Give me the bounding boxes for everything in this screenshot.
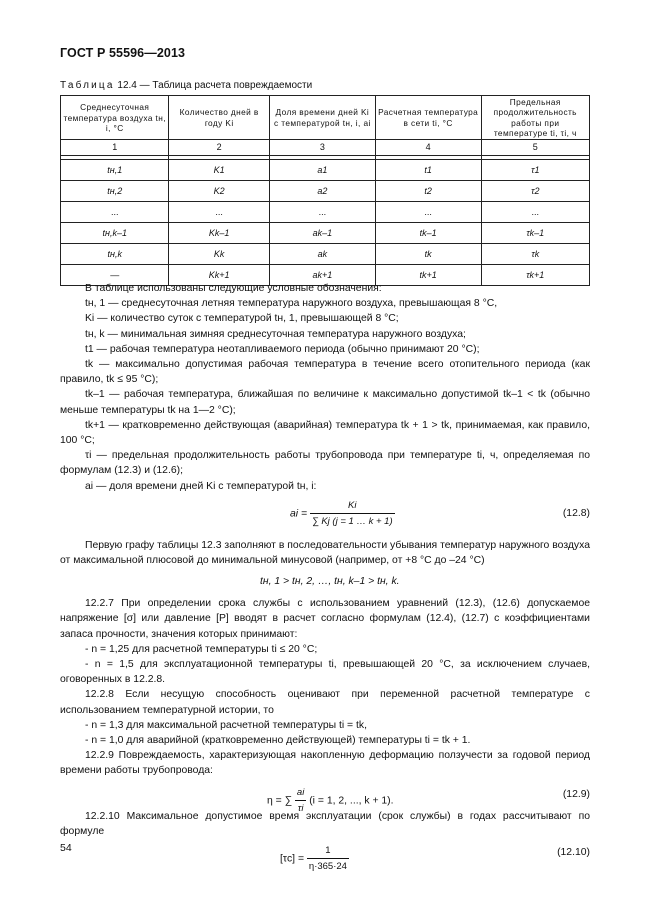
fraction — [307, 843, 349, 874]
column-number: 2 — [169, 140, 270, 156]
formula-number: (12.8) — [562, 507, 590, 519]
table-cell: ... — [61, 202, 169, 223]
page-number: 54 — [60, 842, 72, 854]
column-number: 1 — [61, 140, 169, 156]
table-cell: ... — [481, 202, 589, 223]
table-caption-word: Таблица — [60, 80, 115, 91]
fraction-denominator: η·365·24 — [308, 861, 347, 873]
paragraph: - n = 1,0 для аварийной (кратковременно действующей) температуры ti = tk + 1. — [85, 735, 471, 747]
table-cell: a2 — [269, 181, 375, 202]
fraction-denominator: τi — [297, 802, 304, 814]
table-cell: Kk–1 — [169, 223, 270, 244]
table-cell: Kk+1 — [169, 265, 270, 286]
header-cell: Среднесуточная температура воздуха tн, i, °С — [61, 96, 169, 140]
table-cell: t1 — [375, 160, 481, 181]
formula-lhs: ai = — [290, 508, 308, 520]
header-cell: Количество дней в году Ki — [169, 96, 270, 140]
paragraph: 12.2.10 Максимальное допустимое время эксплуатации (срок службы) в годах рассчитывают по формуле — [60, 810, 590, 837]
legend-item: ai — доля времени дней Ki с температурой tн, i: — [85, 480, 317, 492]
table-cell: ak+1 — [269, 265, 375, 286]
table-row — [61, 223, 590, 244]
table-cell: τk–1 — [481, 223, 589, 244]
header-cell: Доля времени дней Ki с температурой tн, i, ai — [269, 96, 375, 140]
fraction — [310, 498, 395, 529]
table-row — [61, 160, 590, 181]
table-cell: τk+1 — [481, 265, 589, 286]
table-cell: tk+1 — [375, 265, 481, 286]
header-cell: Расчетная температура в сети ti, °С — [375, 96, 481, 140]
table-cell: Kk — [169, 244, 270, 265]
table-cell: K2 — [169, 181, 270, 202]
table-cell: τk — [481, 244, 589, 265]
legend-item: τi — предельная продолжительность работы трубопровода при температуре ti, ч, определяемая по формулам (12.3) и (12.6); — [60, 450, 590, 477]
column-number: 3 — [269, 140, 375, 156]
formula-12-10 — [60, 839, 590, 873]
body-text — [60, 281, 590, 873]
table-row — [61, 181, 590, 202]
table-caption-text: 12.4 — Таблица расчета повреждаемости — [117, 80, 313, 91]
paragraph: - n = 1,25 для расчетной температуры ti ≤ 20 °С; — [85, 643, 318, 655]
column-number: 4 — [375, 140, 481, 156]
formula-body — [290, 498, 395, 529]
table-cell: tk — [375, 244, 481, 265]
table-cell: tн,k–1 — [61, 223, 169, 244]
column-number: 5 — [481, 140, 589, 156]
paragraph: - n = 1,5 для эксплуатационной температуры ti, превышающей 20 °С, за исключением случаев, оговоренных в 12.2.8. — [60, 659, 590, 686]
table-row — [61, 244, 590, 265]
table-cell: ... — [269, 202, 375, 223]
formula-12-8 — [60, 494, 590, 538]
table-header-row — [61, 96, 590, 140]
table-cell: K1 — [169, 160, 270, 181]
table-cell: tн,k — [61, 244, 169, 265]
table-row — [61, 202, 590, 223]
table-cell: tk–1 — [375, 223, 481, 244]
table-cell: ... — [169, 202, 270, 223]
document-header: ГОСТ Р 55596—2013 — [60, 46, 186, 60]
legend-item: tk–1 — рабочая температура, ближайшая по величине к максимально допустимой tk–1 < tk (обычно меньше температуры tk на 1—2 °С); — [60, 389, 590, 416]
formula-12-9 — [60, 779, 590, 814]
formula-lhs: [τс] = — [280, 853, 305, 865]
formula-body — [267, 785, 394, 816]
fraction-denominator: ∑ Kj (j = 1 … k + 1) — [311, 516, 393, 528]
fraction — [295, 785, 306, 816]
table-cell: tн,2 — [61, 181, 169, 202]
legend-item: tн, 1 — среднесуточная летняя температура наружного воздуха, превышающая 8 °С, — [85, 298, 498, 310]
legend-item: tk+1 — кратковременно действующая (аварийная) температура tk + 1 > tk, принимаемая, как правило, 100 °С; — [60, 419, 590, 447]
table-caption — [60, 80, 312, 91]
fraction-numerator: Ki — [310, 498, 395, 514]
formula-body: tн, 1 > tн, 2, …, tн, k–1 > tн, k. — [260, 576, 400, 588]
table-cell: τ2 — [481, 181, 589, 202]
paragraph: - n = 1,3 для максимальной расчетной температуры ti = tk, — [85, 719, 367, 731]
table-cell: ak–1 — [269, 223, 375, 244]
formula-lhs: η = ∑ — [267, 795, 293, 807]
paragraph: 12.2.8 Если несущую способность оценивают при переменной расчетной температуре с использованием температурной истории, то — [60, 689, 590, 716]
damage-table — [60, 95, 590, 286]
formula-number: (12.9) — [562, 788, 590, 800]
legend-item: Ki — количество суток с температурой tн, 1, превышающей 8 °С; — [85, 313, 399, 325]
paragraph: 12.2.7 При определении срока службы с использованием уравнений (12.3), (12.6) допускаемое напряжение [σ] или давление [P] вводят в расчет согласно формулам (12.4), (12.7) с коэффициентами запаса прочности, значения которых принимают: — [60, 598, 590, 640]
formula-rest: (i = 1, 2, ..., k + 1). — [309, 795, 394, 807]
paragraph: Первую графу таблицы 12.3 заполняют в последовательности убывания температур наружного воздуха от максимальной плюсовой до минимальной минусовой (например, от +8 °С до –24 °С) — [60, 539, 590, 567]
legend-item: t1 — рабочая температура неотапливаемого периода (обычно принимают 20 °С); — [85, 343, 480, 355]
formula-body — [280, 843, 349, 874]
formula-inequality — [60, 568, 590, 596]
fraction-numerator: ai — [295, 785, 306, 801]
legend-item: tн, k — минимальная зимняя среднесуточная температура наружного воздуха; — [85, 328, 466, 340]
table-cell: ... — [375, 202, 481, 223]
table-cell: a1 — [269, 160, 375, 181]
table-cell: tн,1 — [61, 160, 169, 181]
table-column-number-row — [61, 140, 590, 156]
table-cell: ak — [269, 244, 375, 265]
legend-item: tk — максимально допустимая рабочая температура в течение всего отопительного периода (как правило, tk ≤ 95 °С); — [60, 359, 590, 386]
header-cell: Предельная продолжительность работы при температуре ti, τi, ч — [481, 96, 589, 140]
table-cell: t2 — [375, 181, 481, 202]
fraction-numerator: 1 — [307, 843, 349, 859]
legend-intro: В таблице использованы следующие условные обозначения: — [85, 283, 382, 294]
table-cell: — — [61, 265, 169, 286]
formula-number: (12.10) — [557, 847, 590, 859]
paragraph: 12.2.9 Повреждаемость, характеризующая накопленную деформацию ползучести за годовой период времени работы трубопровода: — [60, 750, 590, 777]
table-cell: τ1 — [481, 160, 589, 181]
